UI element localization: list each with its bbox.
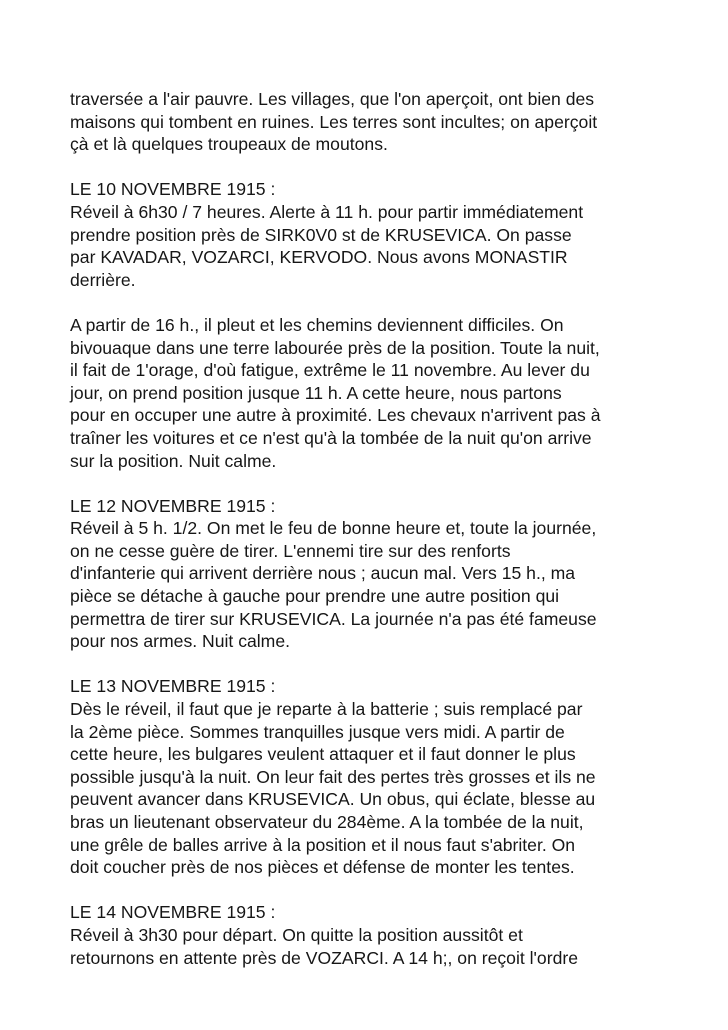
- paragraph-intro: [70, 88, 710, 156]
- text-line: maisons qui tombent en ruines. Les terres sont incultes; on aperçoit: [70, 111, 598, 132]
- document-page: [70, 88, 710, 992]
- entry-heading: LE 13 NOVEMBRE 1915 :: [70, 676, 276, 697]
- text-line: d'infanterie qui arrivent derrière nous ; aucun mal. Vers 15 h., ma: [70, 563, 576, 584]
- text-line: traîner les voitures et ce n'est qu'à la tombée de la nuit qu'on arrive: [70, 427, 592, 448]
- text-line: çà et là quelques troupeaux de moutons.: [70, 134, 388, 155]
- text-line: permettra de tirer sur KRUSEVICA. La journée n'a pas été fameuse: [70, 608, 597, 629]
- text-line: Réveil à 6h30 / 7 heures. Alerte à 11 h. pour partir immédiatement: [70, 201, 584, 222]
- text-line: Dès le réveil, il faut que je reparte à la batterie ; suis remplacé par: [70, 699, 583, 720]
- text-line: il fait de 1'orage, d'où fatigue, extrême le 11 novembre. Au lever du: [70, 360, 590, 381]
- text-line: bras un lieutenant observateur du 284ème. A la tombée de la nuit,: [70, 812, 584, 832]
- text-line: Réveil à 5 h. 1/2. On met le feu de bonne heure et, toute la journée,: [70, 518, 597, 539]
- text-line: cette heure, les bulgares veulent attaquer et il faut donner le plus: [70, 744, 576, 765]
- text-line: traversée a l'air pauvre. Les villages, que l'on aperçoit, ont bien des: [70, 89, 595, 109]
- paragraph-16h: [70, 314, 710, 472]
- paragraph-10-novembre: [70, 178, 710, 291]
- paragraph-14-novembre: [70, 901, 710, 969]
- text-line: derrière.: [70, 269, 136, 290]
- text-line: sur la position. Nuit calme.: [70, 450, 277, 471]
- text-line: une grêle de balles arrive à la position et il nous faut s'abriter. On: [70, 834, 576, 855]
- text-line: bivouaque dans une terre labourée près de la position. Toute la nuit,: [70, 337, 600, 358]
- text-line: A partir de 16 h., il pleut et les chemins deviennent difficiles. On: [70, 314, 564, 335]
- text-line: pour nos armes. Nuit calme.: [70, 631, 291, 652]
- text-line: par KAVADAR, VOZARCI, KERVODO. Nous avons MONASTIR: [70, 247, 568, 268]
- entry-heading: LE 10 NOVEMBRE 1915 :: [70, 179, 276, 200]
- text-line: peuvent avancer dans KRUSEVICA. Un obus, qui éclate, blesse au: [70, 789, 596, 810]
- entry-heading: LE 12 NOVEMBRE 1915 :: [70, 495, 276, 516]
- entry-heading: LE 14 NOVEMBRE 1915 :: [70, 902, 276, 923]
- text-line: pièce se détache à gauche pour prendre une autre position qui: [70, 586, 560, 607]
- paragraph-12-novembre: [70, 495, 710, 653]
- text-line: retournons en attente près de VOZARCI. A 14 h;, on reçoit l'ordre: [70, 947, 578, 968]
- text-line: Réveil à 3h30 pour départ. On quitte la position aussitôt et: [70, 924, 523, 945]
- paragraph-13-novembre: [70, 675, 710, 878]
- text-line: doit coucher près de nos pièces et défense de monter les tentes.: [70, 857, 575, 878]
- text-line: la 2ème pièce. Sommes tranquilles jusque vers midi. A partir de: [70, 721, 565, 742]
- text-line: prendre position près de SIRK0V0 st de KRUSEVICA. On passe: [70, 224, 572, 245]
- text-line: on ne cesse guère de tirer. L'ennemi tire sur des renforts: [70, 540, 511, 561]
- text-line: pour en occuper une autre à proximité. Les chevaux n'arrivent pas à: [70, 405, 601, 426]
- text-line: possible jusqu'à la nuit. On leur fait des pertes très grosses et ils ne: [70, 766, 596, 787]
- text-line: jour, on prend position jusque 11 h. A cette heure, nous partons: [70, 382, 562, 403]
